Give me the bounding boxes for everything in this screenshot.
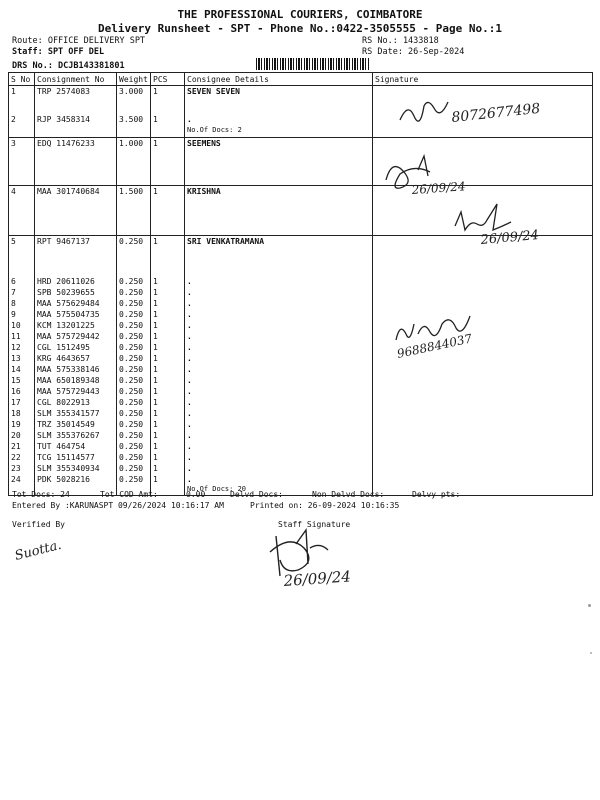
row-signature-cell: [373, 364, 593, 375]
row-serial-number: 6: [9, 276, 35, 287]
row-consignment-number: CGL 1512495: [35, 342, 117, 353]
row-consignment-number: SLM 355341577: [35, 408, 117, 419]
row-signature-cell: [373, 474, 593, 496]
company-title: THE PROFESSIONAL COURIERS, COIMBATORE: [177, 8, 423, 21]
row-weight: 0.250: [117, 342, 151, 353]
row-signature-cell: [373, 386, 593, 397]
col-sno-header: S No: [9, 73, 35, 86]
row-consignment-number: EDQ 11476233: [35, 138, 117, 186]
runsheet-table: [8, 72, 593, 496]
row-consignee-details: [185, 309, 373, 320]
row-pieces: 1: [151, 236, 185, 276]
row-consignee-details: [185, 397, 373, 408]
row-consignee-details: [185, 463, 373, 474]
row-weight: 0.250: [117, 331, 151, 342]
table-row: [9, 408, 593, 419]
row-pieces: 1: [151, 342, 185, 353]
col-signature-header: Signature: [373, 73, 593, 86]
row-consignee-details: [185, 186, 373, 236]
row-weight: 1.000: [117, 138, 151, 186]
col-consignment-header: Consignment No: [35, 73, 117, 86]
row-consignment-number: MAA 575504735: [35, 309, 117, 320]
row-consignee-details: [185, 386, 373, 397]
col-consignee-header: Consignee Details: [185, 73, 373, 86]
row-weight: 0.250: [117, 298, 151, 309]
row-weight: 0.250: [117, 419, 151, 430]
docs-count-note: No.Of Docs: 2: [187, 125, 242, 134]
row-consignee-name: SEVEN SEVEN: [187, 87, 240, 96]
row-serial-number: 17: [9, 397, 35, 408]
row-weight: 0.250: [117, 463, 151, 474]
row-serial-number: 5: [9, 236, 35, 276]
row-pieces: 1: [151, 419, 185, 430]
row-consignee-details: [185, 441, 373, 452]
row-consignee-details: [185, 452, 373, 463]
row-consignee-name: .: [187, 397, 192, 407]
row-consignment-number: MAA 575338146: [35, 364, 117, 375]
table-row: [9, 364, 593, 375]
row-consignee-name: KRISHNA: [187, 187, 221, 196]
row-consignee-name: .: [187, 320, 192, 330]
row-weight: 0.250: [117, 236, 151, 276]
row-consignee-name: .: [187, 474, 192, 484]
row-pieces: 1: [151, 375, 185, 386]
row-consignment-number: SLM 355340934: [35, 463, 117, 474]
row-pieces: 1: [151, 474, 185, 496]
row-pieces: 1: [151, 320, 185, 331]
row-signature-cell: [373, 397, 593, 408]
row-pieces: 1: [151, 276, 185, 287]
row-consignee-name: .: [187, 386, 192, 396]
signature-row3-date: 26/09/24: [411, 179, 466, 197]
row-consignment-number: PDK 5028216: [35, 474, 117, 496]
row-consignment-number: RPT 9467137: [35, 236, 117, 276]
signature-row4-date: 26/09/24: [480, 227, 540, 248]
row-consignee-name: .: [187, 441, 192, 451]
staff-signature-label: Staff Signature: [278, 520, 351, 529]
row-serial-number: 23: [9, 463, 35, 474]
row-serial-number: 14: [9, 364, 35, 375]
row-serial-number: 12: [9, 342, 35, 353]
table-row: [9, 386, 593, 397]
row-consignment-number: SPB 50239655: [35, 287, 117, 298]
signature-row3: [378, 150, 518, 200]
row-serial-number: 15: [9, 375, 35, 386]
row-consignee-details: [185, 364, 373, 375]
row-weight: 0.250: [117, 353, 151, 364]
row-signature-cell: [373, 452, 593, 463]
row-serial-number: 20: [9, 430, 35, 441]
row-pieces: 1: [151, 452, 185, 463]
row-consignment-number: MAA 575729442: [35, 331, 117, 342]
row-consignment-number: TRZ 35014549: [35, 419, 117, 430]
row-serial-number: 7: [9, 287, 35, 298]
row-consignee-name: .: [187, 353, 192, 363]
row-consignment-number: RJP 3458314: [35, 114, 117, 138]
runsheet-subtitle: Delivery Runsheet - SPT - Phone No.:0422-3505555 - Page No.:1: [98, 22, 502, 35]
row-consignee-details: [185, 419, 373, 430]
table-row: [9, 452, 593, 463]
row-consignee-name: .: [187, 463, 192, 473]
table-row: [9, 375, 593, 386]
row-serial-number: 13: [9, 353, 35, 364]
row-consignment-number: MAA 575629484: [35, 298, 117, 309]
row-serial-number: 1: [9, 86, 35, 114]
row-consignee-name: .: [187, 276, 192, 286]
row-serial-number: 18: [9, 408, 35, 419]
verified-by-label: Verified By: [12, 520, 65, 529]
row-pieces: 1: [151, 397, 185, 408]
row-serial-number: 10: [9, 320, 35, 331]
row-consignment-number: CGL 8022913: [35, 397, 117, 408]
row-weight: 0.250: [117, 397, 151, 408]
row-consignee-name: .: [187, 419, 192, 429]
staff-signature-date: 26/09/24: [283, 567, 352, 590]
row-pieces: 1: [151, 441, 185, 452]
row-consignee-name: .: [187, 430, 192, 440]
row-consignee-details: [185, 353, 373, 364]
row-pieces: 1: [151, 386, 185, 397]
row-consignee-details: [185, 114, 373, 138]
table-row: [9, 276, 593, 287]
row-consignment-number: SLM 355376267: [35, 430, 117, 441]
drs-number: DRS No.: DCJB143381801: [12, 61, 125, 71]
row-consignee-details: [185, 287, 373, 298]
staff-signature: [262, 522, 402, 592]
row-serial-number: 16: [9, 386, 35, 397]
row-consignment-number: MAA 650189348: [35, 375, 117, 386]
entered-by: Entered By :KARUNASPT 09/26/2024 10:16:17 AM: [12, 501, 224, 510]
staff-label: Staff: SPT OFF DEL: [12, 47, 105, 57]
row-pieces: 1: [151, 86, 185, 114]
table-row: [9, 463, 593, 474]
docs-count-note: No.Of Docs: 20: [187, 484, 247, 493]
row-consignment-number: TRP 2574083: [35, 86, 117, 114]
row-consignee-name: .: [187, 342, 192, 352]
row-consignment-number: TUT 464754: [35, 441, 117, 452]
row-weight: 0.250: [117, 364, 151, 375]
row-serial-number: 22: [9, 452, 35, 463]
scan-speck: [590, 652, 592, 654]
signature-row1-phone: 8072677498: [450, 100, 542, 126]
row-pieces: 1: [151, 364, 185, 375]
table-row: [9, 419, 593, 430]
row-signature-cell: [373, 276, 593, 287]
signature-row6: [388, 300, 538, 360]
row-serial-number: 21: [9, 441, 35, 452]
row-weight: 0.250: [117, 452, 151, 463]
table-row: [9, 397, 593, 408]
row-weight: 0.250: [117, 276, 151, 287]
runsheet-table-body: [9, 73, 593, 496]
row-pieces: 1: [151, 287, 185, 298]
row-weight: 0.250: [117, 474, 151, 496]
row-consignee-name: .: [187, 364, 192, 374]
row-signature-cell: [373, 441, 593, 452]
row-consignee-details: [185, 342, 373, 353]
row-consignee-details: [185, 276, 373, 287]
table-row: [9, 441, 593, 452]
row-weight: 1.500: [117, 186, 151, 236]
row-consignee-name: .: [187, 408, 192, 418]
delivered-docs: Delvd Docs:: [230, 490, 283, 499]
row-consignee-details: [185, 408, 373, 419]
row-consignee-details: [185, 375, 373, 386]
row-consignment-number: TCG 15114577: [35, 452, 117, 463]
non-delivered-docs: Non Delvd Docs:: [312, 490, 385, 499]
row-consignee-details: [185, 320, 373, 331]
row-signature-cell: [373, 287, 593, 298]
row-serial-number: 9: [9, 309, 35, 320]
row-weight: 0.250: [117, 430, 151, 441]
row-consignee-details: [185, 331, 373, 342]
signature-row4: [445, 198, 585, 248]
row-pieces: 1: [151, 430, 185, 441]
scan-speck: [588, 604, 591, 607]
row-pieces: 1: [151, 353, 185, 364]
row-consignee-details: [185, 430, 373, 441]
row-consignee-name: SEEMENS: [187, 139, 221, 148]
row-pieces: 1: [151, 138, 185, 186]
rs-number: RS No.: 1433818: [362, 36, 439, 46]
row-serial-number: 3: [9, 138, 35, 186]
verified-by-signature: [14, 534, 94, 569]
row-signature-cell: [373, 375, 593, 386]
delivery-points: Delvy pts:: [412, 490, 461, 499]
row-consignment-number: HRD 20611026: [35, 276, 117, 287]
table-row: [9, 474, 593, 496]
row-weight: 0.250: [117, 408, 151, 419]
rs-date: RS Date: 26-Sep-2024: [362, 47, 465, 57]
total-cod-amount: 0.00: [186, 490, 206, 499]
col-weight-header: Weight: [117, 73, 151, 86]
row-consignee-details: [185, 138, 373, 186]
row-consignee-name: SRI VENKATRAMANA: [187, 237, 265, 246]
route-label: Route: OFFICE DELIVERY SPT: [12, 36, 146, 46]
row-consignment-number: MAA 301740684: [35, 186, 117, 236]
row-pieces: 1: [151, 331, 185, 342]
row-consignee-details: [185, 298, 373, 309]
row-serial-number: 19: [9, 419, 35, 430]
row-weight: 0.250: [117, 386, 151, 397]
row-consignee-details: [185, 86, 373, 114]
row-serial-number: 24: [9, 474, 35, 496]
table-row: [9, 287, 593, 298]
row-signature-cell: [373, 419, 593, 430]
row-consignee-name: .: [187, 287, 192, 297]
row-consignee-name: .: [187, 375, 192, 385]
row-consignee-name: .: [187, 331, 192, 341]
row-weight: 3.000: [117, 86, 151, 114]
verified-by-name: Suotta.: [13, 537, 63, 564]
table-row: [9, 430, 593, 441]
row-pieces: 1: [151, 408, 185, 419]
table-header-row: [9, 73, 593, 86]
total-docs: Tot Docs: 24: [12, 490, 70, 499]
barcode-image: [256, 58, 370, 70]
row-pieces: 1: [151, 298, 185, 309]
row-weight: 0.250: [117, 309, 151, 320]
row-pieces: 1: [151, 114, 185, 138]
signature-row1: [390, 90, 560, 135]
row-weight: 0.250: [117, 441, 151, 452]
row-serial-number: 2: [9, 114, 35, 138]
row-consignment-number: MAA 575729443: [35, 386, 117, 397]
row-signature-cell: [373, 430, 593, 441]
row-consignment-number: KCM 13201225: [35, 320, 117, 331]
total-cod-label: Tot COD Amt:: [100, 490, 158, 499]
row-consignee-name: .: [187, 309, 192, 319]
row-pieces: 1: [151, 186, 185, 236]
row-weight: 0.250: [117, 375, 151, 386]
row-consignee-name: .: [187, 114, 192, 124]
row-signature-cell: [373, 463, 593, 474]
row-pieces: 1: [151, 309, 185, 320]
row-consignee-name: .: [187, 452, 192, 462]
row-weight: 0.250: [117, 287, 151, 298]
row-weight: 0.250: [117, 320, 151, 331]
row-consignment-number: KRG 4643657: [35, 353, 117, 364]
row-serial-number: 8: [9, 298, 35, 309]
row-consignee-details: [185, 236, 373, 276]
row-signature-cell: [373, 408, 593, 419]
row-serial-number: 11: [9, 331, 35, 342]
row-consignee-name: .: [187, 298, 192, 308]
col-pcs-header: PCS: [151, 73, 185, 86]
row-pieces: 1: [151, 463, 185, 474]
row-serial-number: 4: [9, 186, 35, 236]
signature-row6-phone: 9688844037: [395, 331, 474, 361]
row-weight: 3.500: [117, 114, 151, 138]
printed-on: Printed on: 26-09-2024 10:16:35: [250, 501, 400, 510]
